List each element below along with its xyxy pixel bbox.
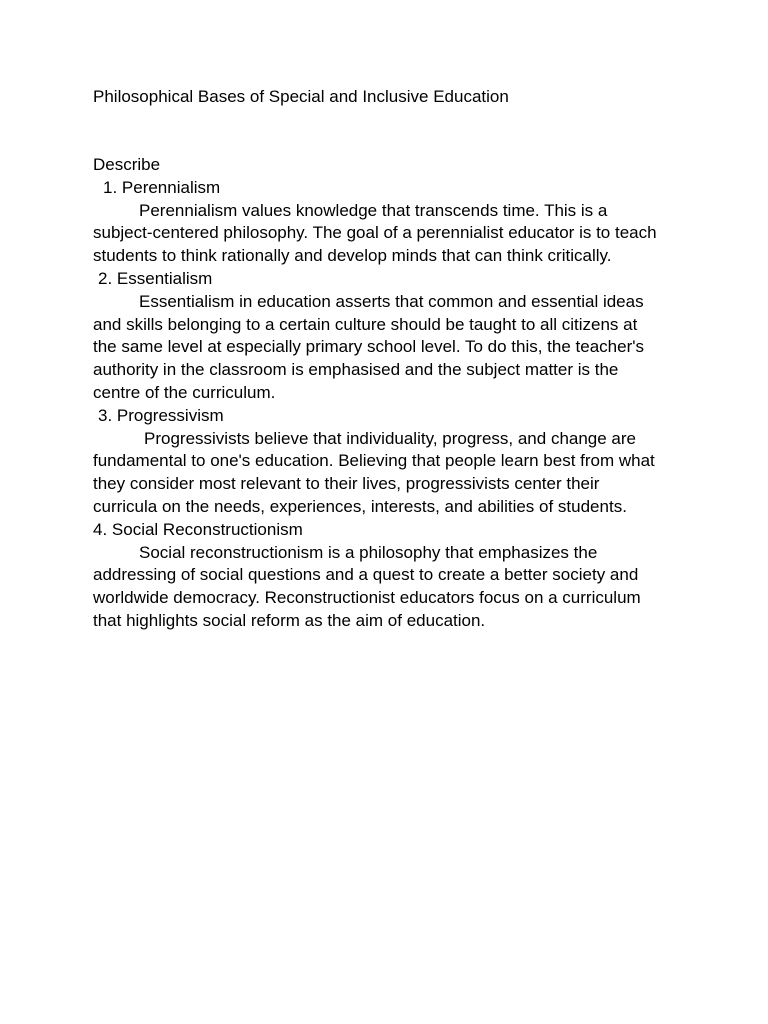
section-heading: 3. Progressivism [98,405,224,425]
section-perennialism [93,177,663,268]
section-body: Essentialism in education asserts that common and essential ideas and skills belonging to a certain culture should be taught to all citizens at the same level at especially primary school level. To do this, the teacher's authority in the classroom is emphasised and the subject matter is the centre of the curriculum. [93,291,644,402]
section-body: Social reconstructionism is a philosophy that emphasizes the addressing of social questions and a quest to create a better society and worldwide democracy. Reconstructionist educators focus on a curriculum that highlights social reform as the aim of education. [93,542,641,630]
section-heading: 1. Perennialism [103,177,221,197]
section-heading: 4. Social Reconstructionism [93,519,303,539]
section-essentialism [93,268,663,405]
section-body: Progressivists believe that individuality, progress, and change are fundamental to one's education. Believing that people learn best from what they consider most relevant to their lives, progressivists center their curricula on the needs, experiences, interests, and abilities of students. [93,428,655,516]
document-content [93,154,663,633]
section-social-reconstructionism [93,519,663,633]
section-progressivism [93,405,663,519]
section-body: Perennialism values knowledge that transcends time. This is a subject-centered philosophy. The goal of a perennialist educator is to teach students to think rationally and develop minds that can think critically. [93,200,657,266]
document-title: Philosophical Bases of Special and Inclusive Education [93,87,509,106]
section-heading: 2. Essentialism [98,268,213,288]
describe-prompt: Describe [93,155,161,174]
